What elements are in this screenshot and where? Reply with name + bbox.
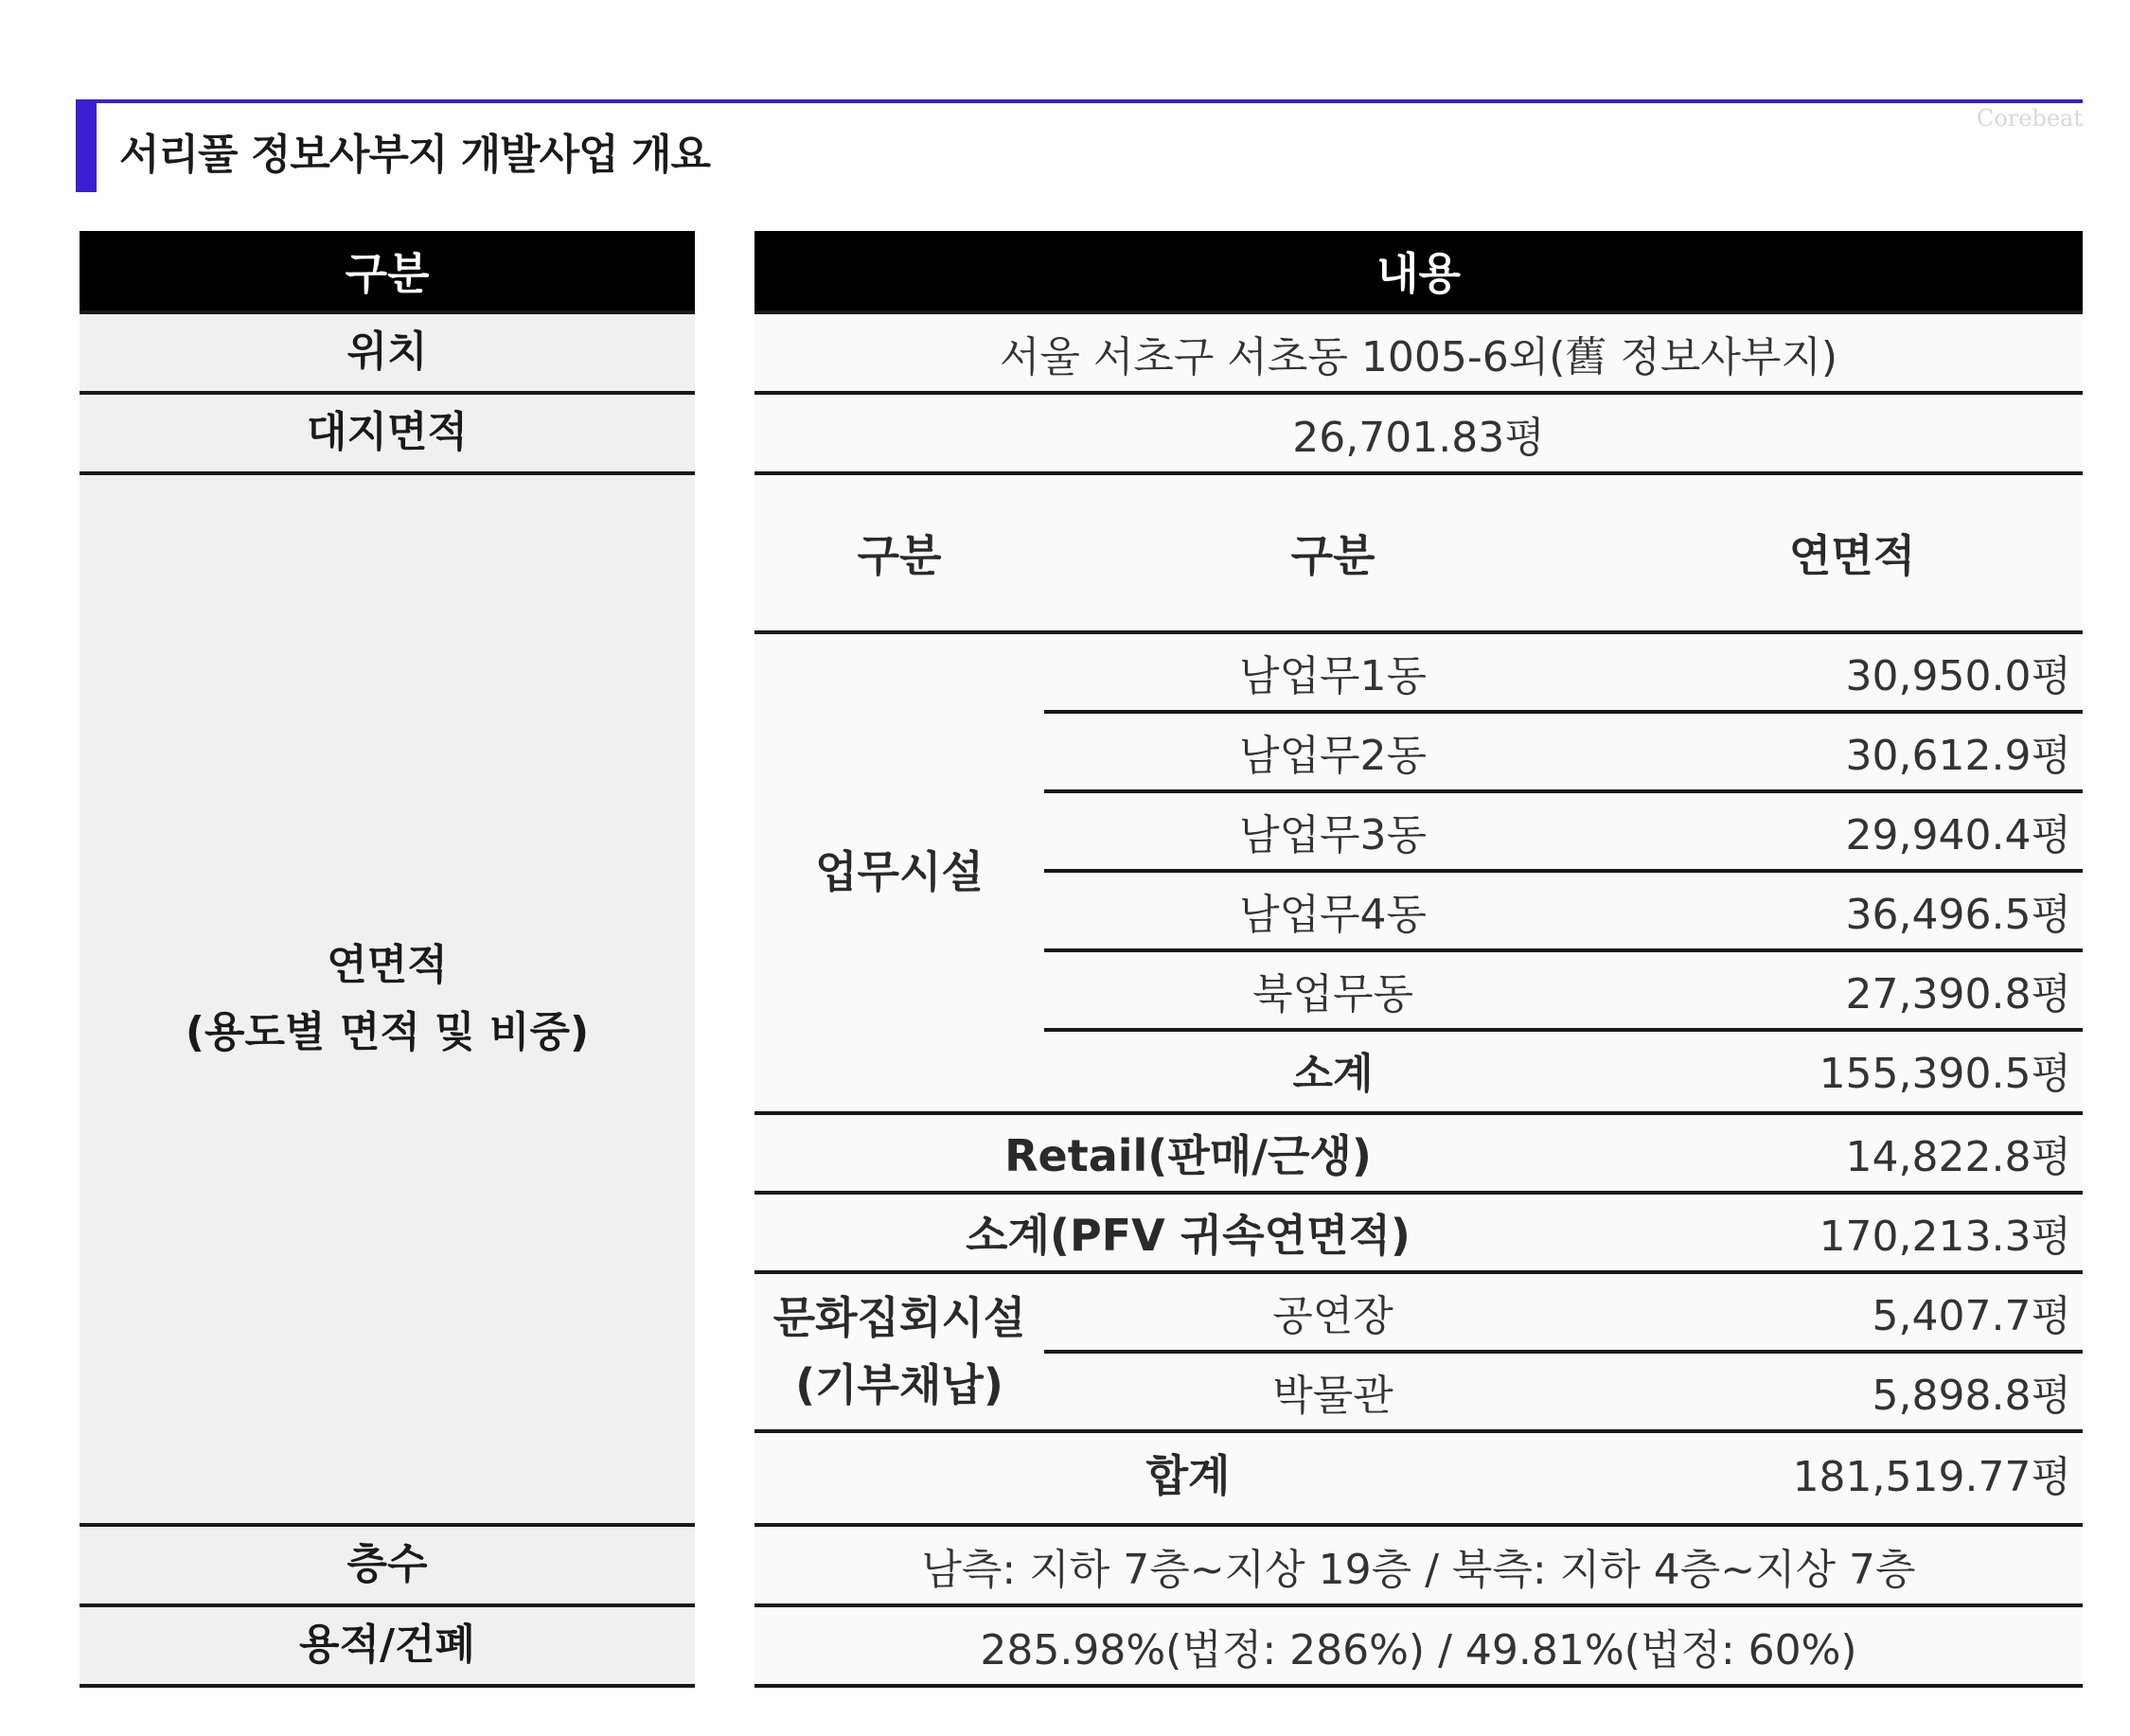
site-area-value: 26,701.83평: [754, 395, 2083, 475]
category-column: [80, 231, 695, 1688]
office-subtotal-label: 소계: [1292, 1050, 1374, 1098]
building-name: 남업무3동: [1238, 811, 1427, 859]
facility-area: 5,407.7평: [1872, 1292, 2071, 1340]
building-area: 30,950.0평: [1845, 652, 2071, 700]
total-row: [754, 1433, 2083, 1512]
floor-area-breakdown: [754, 475, 2083, 1527]
watermark: Corebeat: [1976, 105, 2083, 132]
floor-area-label: [80, 475, 695, 1527]
office-subtotal-row: [1044, 1032, 2083, 1107]
title-underline: [76, 99, 2083, 103]
location-value: 서울 서초구 서초동 1005-6외(舊 정보사부지): [754, 310, 2083, 395]
office-subtotal-area: 155,390.5평: [1819, 1050, 2071, 1098]
office-group-label: 업무시설: [815, 846, 984, 898]
floor-area-label-line2: (용도별 면적 및 비중): [185, 1007, 590, 1056]
building-name: 남업무1동: [1238, 652, 1427, 700]
culture-group-label: [754, 1274, 1044, 1429]
building-area: 29,940.4평: [1845, 811, 2071, 859]
building-area: 36,496.5평: [1845, 891, 2071, 939]
table-row: [1044, 873, 2083, 952]
building-name: 북업무동: [1251, 970, 1413, 1019]
ratio-value: 285.98%(법정: 286%) / 49.81%(법정: 60%): [754, 1607, 2083, 1688]
pfv-subtotal-label: 소계(PFV 귀속연면적): [966, 1210, 1411, 1261]
floors-label: 층수: [80, 1527, 695, 1607]
site-area-label: 대지면적: [80, 395, 695, 475]
culture-rows: [1044, 1274, 2083, 1429]
content-header: 내용: [754, 231, 2083, 310]
retail-row: [754, 1115, 2083, 1195]
culture-group-label-line1: 문화집회시설: [772, 1291, 1026, 1343]
table-row: [1044, 1274, 2083, 1354]
office-group: [754, 634, 2083, 1115]
table-row: [1044, 793, 2083, 873]
table-row: [1044, 714, 2083, 793]
facility-name: 공연장: [1272, 1292, 1393, 1340]
pfv-subtotal-area: 170,213.3평: [1819, 1213, 2071, 1261]
retail-label: Retail(판매/근생): [1004, 1130, 1372, 1181]
total-area: 181,519.77평: [1792, 1452, 2071, 1501]
content-column: [754, 231, 2083, 1688]
title-bar: [76, 99, 2083, 192]
category-header: 구분: [80, 231, 695, 310]
floors-value: 남측: 지하 7층~지상 19층 / 북측: 지하 4층~지상 7층: [754, 1527, 2083, 1607]
location-label: 위치: [80, 310, 695, 395]
ratio-label: 용적/건폐: [80, 1607, 695, 1688]
table-row: [1044, 952, 2083, 1032]
culture-group: [754, 1274, 2083, 1433]
floor-area-label-line1: 연면적: [327, 941, 448, 990]
total-label: 합계: [1145, 1449, 1231, 1501]
culture-group-label-line2: (기부채납): [795, 1359, 1003, 1410]
building-area: 30,612.9평: [1845, 732, 2071, 780]
pfv-subtotal-row: [754, 1195, 2083, 1274]
breakdown-header-category: 구분: [857, 530, 942, 581]
facility-area: 5,898.8평: [1872, 1372, 2071, 1420]
office-rows: [1044, 634, 2083, 1107]
title-accent-bar: [76, 99, 97, 192]
building-area: 27,390.8평: [1845, 970, 2071, 1019]
table-row: [1044, 634, 2083, 714]
page-title: 서리풀 정보사부지 개발사업 개요: [119, 131, 711, 179]
table-row: [1044, 1354, 2083, 1429]
breakdown-header-area: 연면적: [1788, 530, 1916, 581]
breakdown-header-subcategory: 구분: [1290, 530, 1376, 581]
facility-name: 박물관: [1272, 1372, 1393, 1420]
retail-area: 14,822.8평: [1845, 1133, 2071, 1181]
building-name: 남업무4동: [1238, 891, 1427, 939]
building-name: 남업무2동: [1238, 732, 1427, 780]
breakdown-header-row: [754, 475, 2083, 634]
